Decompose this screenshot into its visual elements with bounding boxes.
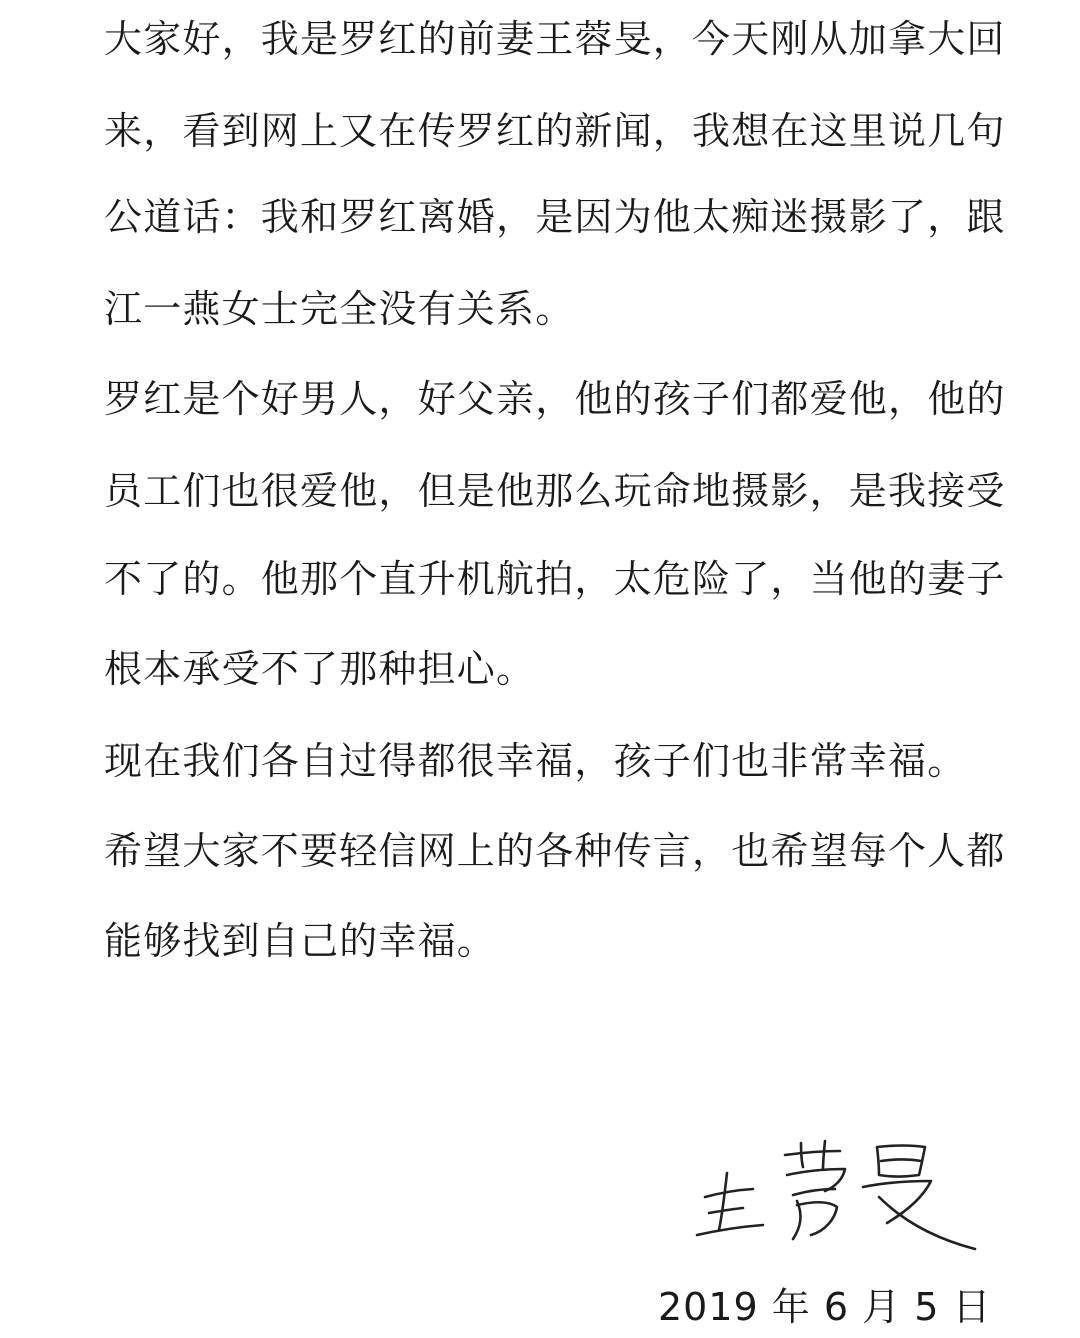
letter-line: 大家好，我是罗红的前妻王蓉旻，今天刚从加拿大回 — [104, 17, 1006, 61]
letter-date: 2019 年 6 月 5 日 — [658, 1285, 992, 1329]
letter-line: 希望大家不要轻信网上的各种传言，也希望每个人都 — [104, 829, 1006, 873]
letter-line: 员工们也很爱他，但是他那么玩命地摄影，是我接受 — [104, 469, 1006, 513]
letter-line: 根本承受不了那种担心。 — [104, 647, 536, 691]
letter-line: 江一燕女士完全没有关系。 — [104, 287, 575, 331]
handwritten-signature — [675, 1135, 995, 1260]
letter-line: 不了的。他那个直升机航拍，太危险了，当他的妻子 — [104, 557, 1006, 601]
letter-line: 公道话：我和罗红离婚，是因为他太痴迷摄影了，跟 — [104, 195, 1006, 239]
letter-line: 现在我们各自过得都很幸福，孩子们也非常幸福。 — [104, 739, 967, 783]
letter-line: 能够找到自己的幸福。 — [104, 919, 497, 963]
letter-line: 来，看到网上又在传罗红的新闻，我想在这里说几句 — [104, 109, 1006, 153]
letter-line: 罗红是个好男人，好父亲，他的孩子们都爱他，他的 — [104, 377, 1006, 421]
